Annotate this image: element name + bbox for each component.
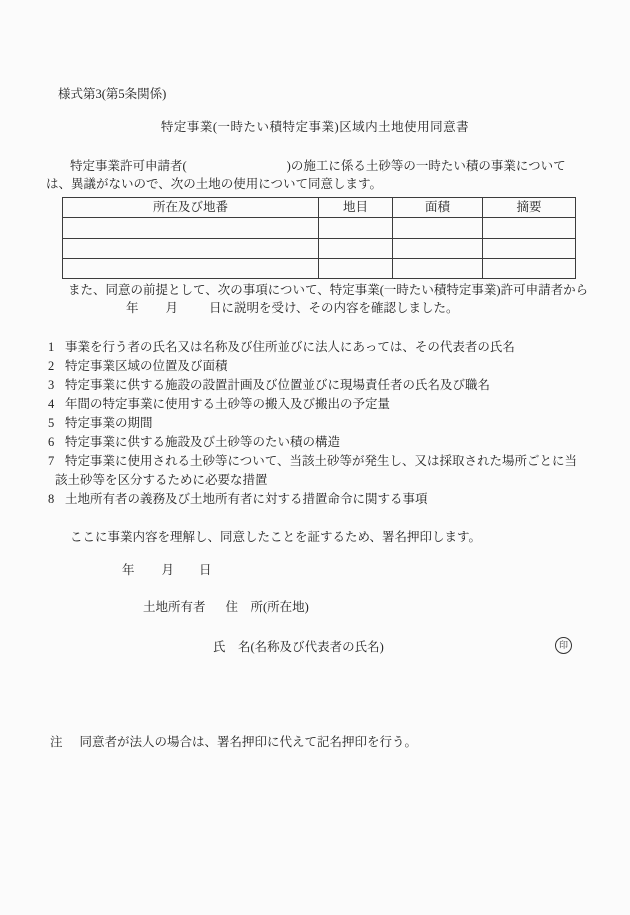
table-header-row — [63, 198, 576, 218]
list-item — [48, 433, 584, 452]
list-item — [48, 452, 584, 490]
table-cell — [319, 218, 393, 239]
list-item — [48, 414, 584, 433]
footnote — [50, 734, 417, 751]
confirmation-line-1: また、同意の前提として、次の事項について、特定事業(一時たい積特定事業)許可申請者から — [68, 283, 589, 297]
list-item-number: 8 — [48, 492, 55, 506]
footnote-prefix: 注 — [50, 735, 63, 749]
table-header-land-category: 地目 — [319, 198, 393, 218]
table-cell — [393, 239, 483, 259]
month-label: 月 — [165, 300, 179, 315]
year-label: 年 — [126, 300, 139, 315]
list-item-text: 特定事業に使用される土砂等について、当該土砂等が発生し、又は採取された場所ごとに当該土砂等を区分するために必要な措置 — [55, 454, 578, 487]
address-label: 住 所(所在地) — [225, 600, 309, 614]
list-item — [48, 490, 584, 509]
document-title: 特定事業(一時たい積特定事業)区域内土地使用同意書 — [160, 120, 470, 134]
intro-line-2: は、異議がないので、次の土地の使用について同意します。 — [46, 176, 383, 191]
closing-statement: ここに事業内容を理解し、同意したことを証するため、署名押印します。 — [70, 530, 482, 544]
table-row — [63, 239, 576, 259]
list-item-number: 7 — [48, 454, 55, 468]
intro-line-1 — [46, 158, 586, 176]
intro-prefix: 特定事業許可申請者( — [70, 159, 187, 173]
year-label: 年 — [122, 563, 135, 577]
footnote-text: 同意者が法人の場合は、署名押印に代えて記名押印を行う。 — [79, 735, 418, 749]
list-item — [48, 395, 584, 414]
table-cell — [393, 259, 483, 279]
landowner-name-line: 氏 名(名称及び代表者の氏名) — [213, 640, 384, 654]
confirmation-paragraph — [46, 282, 589, 317]
signature-date-line — [122, 562, 212, 579]
table-cell — [483, 239, 576, 259]
landowner-address-line — [143, 599, 309, 616]
table-cell — [483, 259, 576, 279]
seal-icon — [555, 637, 572, 654]
list-item-number: 3 — [48, 378, 55, 392]
table-header-location: 所在及び地番 — [63, 198, 319, 218]
table-cell — [319, 239, 393, 259]
list-item-text: 特定事業区域の位置及び面積 — [65, 359, 228, 373]
day-label: 日 — [199, 563, 212, 577]
applicant-name-blank — [187, 169, 287, 170]
day-label: 日 — [209, 300, 222, 315]
land-parcel-table — [62, 197, 576, 279]
table-cell — [483, 218, 576, 239]
explained-items-list — [46, 338, 584, 509]
table-cell — [63, 259, 319, 279]
list-item-text: 事業を行う者の氏名又は名称及び住所並びに法人にあっては、その代表者の氏名 — [65, 340, 515, 354]
list-item — [48, 357, 584, 376]
table-row — [63, 218, 576, 239]
table-cell — [393, 218, 483, 239]
list-item-text: 特定事業の期間 — [65, 416, 153, 430]
table-cell — [63, 239, 319, 259]
intro-suffix: )の施工に係る土砂等の一時たい積の事業について — [286, 159, 566, 173]
list-item-text: 土地所有者の義務及び土地所有者に対する措置命令に関する事項 — [65, 492, 428, 506]
list-item-text: 年間の特定事業に使用する土砂等の搬入及び搬出の予定量 — [65, 397, 391, 411]
landowner-label: 土地所有者 — [143, 600, 206, 614]
table-header-remarks: 摘要 — [483, 198, 576, 218]
list-item-number: 1 — [48, 340, 55, 354]
list-item — [48, 338, 584, 357]
list-item-number: 6 — [48, 435, 55, 449]
intro-paragraph — [46, 158, 586, 193]
list-item-number: 5 — [48, 416, 55, 430]
confirmation-date-suffix: に説明を受け、その内容を確認しました。 — [221, 300, 459, 315]
list-item-number: 2 — [48, 359, 55, 373]
table-cell — [319, 259, 393, 279]
list-item-text: 特定事業に供する施設の設置計画及び位置並びに現場責任者の氏名及び職名 — [65, 378, 491, 392]
table-cell — [63, 218, 319, 239]
seal-character: 印 — [558, 640, 568, 650]
list-item-text: 特定事業に供する施設及び土砂等のたい積の構造 — [65, 435, 341, 449]
list-item-number: 4 — [48, 397, 55, 411]
form-number: 様式第3(第5条関係) — [58, 87, 167, 101]
table-header-area: 面積 — [393, 198, 483, 218]
confirmation-date-line — [46, 300, 586, 318]
month-label: 月 — [161, 563, 175, 577]
table-row — [63, 259, 576, 279]
list-item — [48, 376, 584, 395]
